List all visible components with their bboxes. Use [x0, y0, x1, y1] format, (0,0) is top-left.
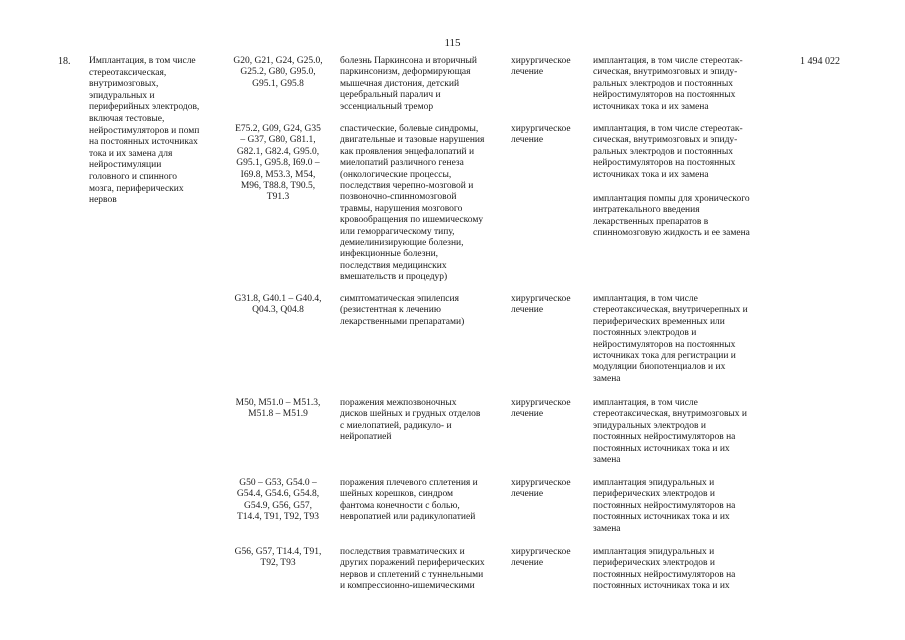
- page-number: 115: [444, 37, 461, 49]
- disease-model-line: других поражений периферических: [340, 558, 485, 569]
- icd-codes-line: M96, T88.8, T90.5,: [240, 181, 316, 192]
- disease-model-line: нейропатией: [340, 432, 392, 443]
- disease-model-line: эссенциальный тремор: [340, 101, 434, 112]
- procedure-line: мозга, периферических: [89, 183, 184, 194]
- disease-model-line: шейных корешков, синдром: [340, 489, 454, 500]
- icd-codes: [228, 56, 328, 90]
- icd-codes-line: T91.3: [266, 192, 290, 203]
- treatment-method-line: имплантация, в том числе стереотак-: [593, 56, 743, 66]
- disease-model-line: нервов и сплетений с туннельными: [340, 569, 484, 580]
- procedure-line: включая тестовые,: [89, 113, 165, 124]
- disease-model: [340, 547, 505, 593]
- disease-model: [340, 294, 505, 328]
- icd-codes-line: G95.1, G95.8: [252, 78, 304, 89]
- icd-codes: [228, 124, 328, 204]
- treatment-method-line: стереотаксическая, внутричерепных и: [593, 305, 748, 316]
- disease-model-line: двигательные и тазовые нарушения: [340, 135, 485, 146]
- treatment-method: [593, 124, 778, 181]
- icd-codes-line: T92, T93: [260, 558, 296, 569]
- disease-model-line: позвоночно-спинномозговой: [340, 192, 457, 203]
- treatment-method-line: источниках тока и их замена: [593, 101, 709, 112]
- procedure-line: Имплантация, в том числе: [89, 56, 196, 66]
- treatment-method-line: нейростимуляторов на постоянных: [593, 158, 736, 169]
- disease-model-line: вмешательств и процедур): [340, 272, 448, 283]
- disease-model-line: симптоматическая эпилепсия: [340, 294, 459, 304]
- icd-codes-line: M50, M51.0 – M51.3,: [235, 398, 321, 408]
- icd-codes: [228, 398, 328, 421]
- icd-codes: [228, 478, 328, 524]
- treatment-method-alt: [593, 194, 778, 240]
- procedure-name: [89, 56, 225, 207]
- treatment-method-line: замена: [593, 455, 621, 466]
- disease-model-line: демиелинизирующие болезни,: [340, 238, 464, 249]
- disease-model-line: (резистентная к лечению: [340, 305, 441, 316]
- icd-codes-line: G25.2, G80, G95.0,: [240, 67, 316, 78]
- disease-model-line: невропатией или радикулопатией: [340, 512, 476, 523]
- disease-model-line: поражения межпозвоночных: [340, 398, 457, 408]
- procedure-line: нейростимуляции: [89, 160, 162, 171]
- treatment-method-line: сическая, внутримозговых и эпиду-: [593, 135, 738, 146]
- treatment-method-line: стереотаксическая, внутримозговых и: [593, 409, 748, 420]
- treatment-method-line: имплантация, в том числе стереотак-: [593, 124, 743, 134]
- procedure-line: на постоянных источниках: [89, 137, 198, 148]
- treatment-method-line: нейростимуляторов на постоянных: [593, 339, 736, 350]
- treatment-method-line: ральных электродов и постоянных: [593, 146, 734, 157]
- treatment-type-line: лечение: [511, 409, 544, 420]
- procedure-line: периферийных электродов,: [89, 102, 200, 113]
- procedure-line: нейростимуляторов и помп: [89, 125, 200, 136]
- disease-model-line: последствия травматических и: [340, 547, 465, 557]
- treatment-method-line: имплантация, в том числе: [593, 398, 698, 408]
- disease-model-line: последствия черепно-мозговой и: [340, 181, 474, 192]
- procedure-line: внутримозговых,: [89, 79, 159, 90]
- treatment-method-line: имплантация, в том числе: [593, 294, 698, 304]
- treatment-type: [511, 56, 591, 79]
- disease-model: [340, 478, 505, 524]
- treatment-type: [511, 547, 591, 570]
- disease-model-line: болезнь Паркинсона и вторичный: [340, 56, 477, 66]
- treatment-method-line: нейростимуляторов на постоянных: [593, 90, 736, 101]
- disease-model-line: церебральный паралич и: [340, 90, 441, 101]
- icd-codes-line: I69.8, M53.3, M54,: [240, 169, 316, 180]
- icd-codes-line: G95.1, G95.8, I69.0 –: [236, 158, 320, 169]
- treatment-method: [593, 547, 778, 593]
- icd-codes-line: M51.8 – M51.9: [248, 409, 308, 420]
- treatment-method-line: постоянных нейростимуляторов на: [593, 500, 736, 511]
- treatment-type-line: лечение: [511, 489, 544, 500]
- icd-codes-line: Q04.3, Q04.8: [252, 305, 304, 316]
- treatment-type-line: хирургическое: [511, 398, 571, 408]
- icd-codes-line: T14.4, T91, T92, T93: [236, 512, 320, 523]
- icd-codes-line: G54.9, G56, G57,: [243, 500, 313, 511]
- treatment-method-line: постоянных электродов и: [593, 328, 697, 339]
- icd-codes-line: G82.1, G82.4, G95.0,: [236, 146, 320, 157]
- disease-model-line: лекарственными препаратами): [340, 316, 465, 327]
- treatment-method-line: имплантация эпидуральных и: [593, 547, 715, 557]
- icd-codes-line: G31.8, G40.1 – G40.4,: [234, 294, 322, 304]
- disease-model-line: последствия медицинских: [340, 260, 447, 271]
- disease-model-line: как проявления энцефалопатий и: [340, 146, 475, 157]
- treatment-method-line: сическая, внутримозговых и эпиду-: [593, 67, 738, 78]
- treatment-method-line: источниках тока для регистрации и: [593, 351, 736, 362]
- treatment-type-line: хирургическое: [511, 478, 571, 488]
- treatment-method-line: периферических электродов и: [593, 558, 715, 569]
- treatment-type: [511, 124, 591, 147]
- icd-codes: [228, 294, 328, 317]
- treatment-method-line: постоянных нейростимуляторов на: [593, 432, 736, 443]
- treatment-method-alt-line: интратекального введения: [593, 205, 700, 216]
- treatment-type-line: хирургическое: [511, 294, 571, 304]
- disease-model-line: или геморрагическому типу,: [340, 226, 455, 237]
- treatment-method: [593, 398, 778, 466]
- disease-model-line: спастические, болевые синдромы,: [340, 124, 479, 134]
- treatment-method-alt-line: спинномозговую жидкость и ее замена: [593, 228, 750, 239]
- disease-model-line: с миелопатией, радикуло- и: [340, 420, 452, 431]
- treatment-type: [511, 398, 591, 421]
- procedure-line: эпидуральных и: [89, 90, 155, 101]
- treatment-type-line: лечение: [511, 135, 544, 146]
- icd-codes-line: G20, G21, G24, G25.0,: [233, 56, 323, 66]
- treatment-type: [511, 478, 591, 501]
- icd-codes-line: – G37, G80, G81.1,: [240, 135, 316, 146]
- treatment-type-line: хирургическое: [511, 56, 571, 66]
- treatment-method-line: модуляции биопотенциалов и их: [593, 362, 726, 373]
- treatment-method-line: периферических временных или: [593, 316, 725, 327]
- disease-model-line: травмы, нарушения мозгового: [340, 203, 463, 214]
- treatment-method: [593, 294, 778, 385]
- disease-model: [340, 56, 505, 113]
- disease-model-line: паркинсонизм, деформирующая: [340, 67, 471, 78]
- disease-model-line: инфекционные болезни,: [340, 249, 439, 260]
- treatment-method-line: источниках тока и их замена: [593, 169, 709, 180]
- disease-model-line: миелопатий различного генеза: [340, 158, 464, 169]
- treatment-method: [593, 56, 778, 113]
- treatment-method-line: имплантация эпидуральных и: [593, 478, 715, 488]
- icd-codes-line: G50 – G53, G54.0 –: [239, 478, 317, 488]
- disease-model-line: поражения плечевого сплетения и: [340, 478, 478, 488]
- treatment-type-line: лечение: [511, 305, 544, 316]
- treatment-method-line: замена: [593, 523, 621, 534]
- treatment-method-line: замена: [593, 373, 621, 384]
- treatment-type-line: хирургическое: [511, 124, 571, 134]
- treatment-method-line: ральных электродов и постоянных: [593, 78, 734, 89]
- treatment-method-line: постоянных источниках тока и их: [593, 443, 730, 454]
- procedure-line: тока и их замена для: [89, 148, 173, 159]
- treatment-type: [511, 294, 591, 317]
- disease-model-line: дисков шейных и грудных отделов: [340, 409, 481, 420]
- treatment-method-line: постоянных источниках тока и их: [593, 512, 730, 523]
- treatment-type-line: лечение: [511, 67, 544, 78]
- treatment-method-alt-line: имплантация помпы для хронического: [593, 194, 750, 204]
- icd-codes-line: G56, G57, T14.4, T91,: [234, 547, 322, 557]
- treatment-method-line: постоянных источниках тока и их: [593, 581, 730, 592]
- disease-model-line: фантома конечности с болью,: [340, 500, 460, 511]
- treatment-method-alt-line: лекарственных препаратов в: [593, 216, 709, 227]
- disease-model-line: кровообращения по ишемическому: [340, 215, 484, 226]
- disease-model: [340, 398, 505, 444]
- icd-codes-line: E75.2, G09, G24, G35: [235, 124, 321, 134]
- treatment-method-line: периферических электродов и: [593, 489, 715, 500]
- disease-model-line: (онкологические процессы,: [340, 169, 452, 180]
- disease-model-line: и компрессионно-ишемическими: [340, 581, 475, 592]
- icd-codes: [228, 547, 328, 570]
- procedure-line: головного и спинного: [89, 171, 178, 182]
- procedure-line: стереотаксическая,: [89, 67, 167, 78]
- row-number: 18.: [58, 56, 71, 67]
- disease-model: [340, 124, 505, 284]
- icd-codes-line: G54.4, G54.6, G54.8,: [236, 489, 320, 500]
- treatment-method-line: эпидуральных электродов и: [593, 420, 706, 431]
- treatment-method: [593, 478, 778, 535]
- treatment-method-line: постоянных нейростимуляторов на: [593, 569, 736, 580]
- row-cost: 1 494 022: [800, 56, 840, 67]
- procedure-line: нервов: [89, 195, 117, 206]
- disease-model-line: мышечная дистония, детский: [340, 78, 460, 89]
- treatment-type-line: лечение: [511, 558, 544, 569]
- treatment-type-line: хирургическое: [511, 547, 571, 557]
